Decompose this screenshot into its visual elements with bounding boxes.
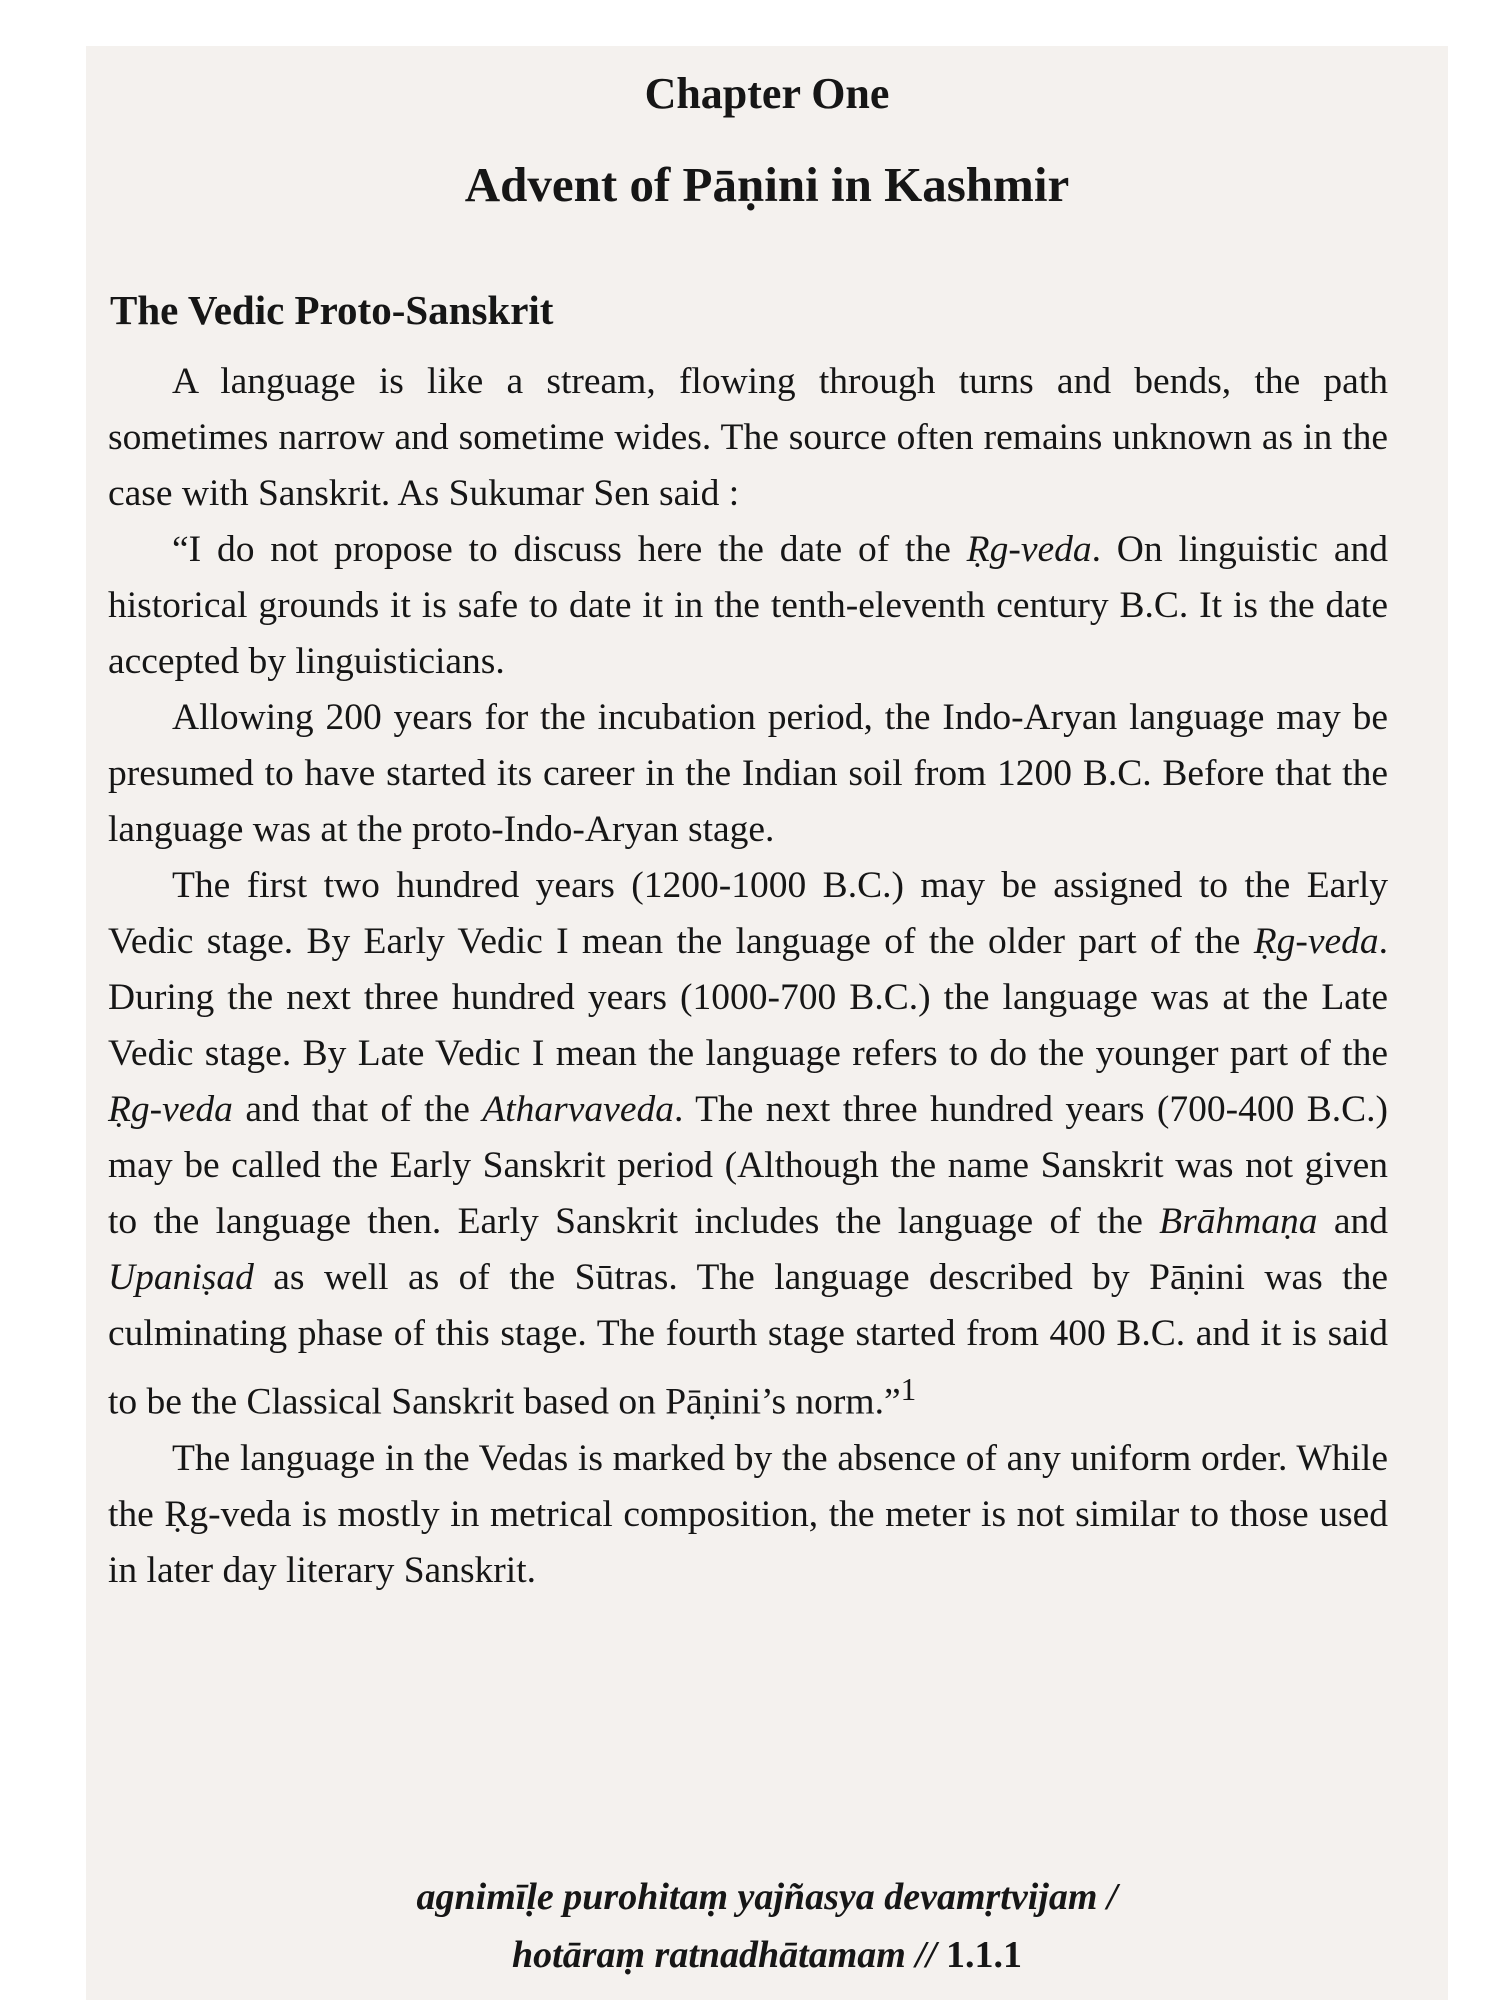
paragraph-quote-start (108, 522, 1388, 690)
italic-term: Ṛg-veda (108, 1089, 233, 1130)
section-heading: The Vedic Proto-Sanskrit (110, 287, 554, 333)
text-run: . The next three hundred years (700-400 B.C.) may be called the Early Sanskrit period (Although the name Sanskrit was not given to the language then. Early Sanskrit includes the language of the (108, 1089, 1388, 1242)
footnote-marker: 1 (900, 1372, 917, 1407)
text-run: . On linguistic and historical grounds it is safe to date it in the tenth-eleventh century B.C. It is the date accepted by linguisticians. (108, 529, 1389, 682)
text-run: and (1317, 1201, 1388, 1242)
text-run: and that of the (232, 1089, 483, 1130)
verse-reference: 1.1.1 (945, 1934, 1022, 1976)
text-run: “I do not propose to discuss here the date of the (172, 529, 967, 570)
verse-quote (86, 1868, 1448, 1984)
paragraph-vedas-order: The language in the Vedas is marked by the absence of any uniform order. While the Ṛg-veda is mostly in metrical composition, the meter is not similar to those used in later day literary Sanskrit. (108, 1437, 1388, 1591)
italic-term: Ṛg-veda (1253, 921, 1379, 962)
paragraph-intro: A language is like a stream, flowing through turns and bends, the path sometimes narrow and sometime wides. The source often remains unknown as in the case with Sanskrit. As Sukumar Sen said : (108, 361, 1388, 514)
verse-line-2-text: hotāraṃ ratnadhātamam // (512, 1934, 937, 1976)
italic-term: Ṛg-veda (966, 529, 1092, 570)
italic-term: Atharvaveda (482, 1089, 674, 1130)
verse-line-1: agnimīḷe purohitaṃ yajñasya devamṛtvijam / (416, 1876, 1118, 1918)
chapter-label: Chapter One (644, 69, 890, 118)
italic-term: Brāhmaṇa (1159, 1201, 1318, 1242)
paragraph-incubation: Allowing 200 years for the incubation period, the Indo-Aryan language may be presumed to have started its career in the Indian soil from 1200 B.C. Before that the language was at the proto-Indo-Aryan stage. (108, 697, 1388, 850)
text-run: . During the next three hundred years (1000-700 B.C.) the language was at the Late Vedic stage. By Late Vedic I mean the language refers to do the younger part of the (108, 921, 1388, 1074)
italic-term: Upaniṣad (108, 1257, 254, 1298)
verse-line-2 (86, 1926, 1448, 1984)
chapter-title: Advent of Pāṇini in Kashmir (464, 157, 1070, 212)
paragraph-stages (108, 858, 1388, 1431)
text-run: The first two hundred years (1200-1000 B.C.) may be assigned to the Early Vedic stage. By Early Vedic I mean the language of the older part of the (108, 865, 1388, 962)
body-text (108, 354, 1388, 1599)
book-page (86, 46, 1448, 2000)
text-run: as well as of the Sūtras. The language described by Pāṇini was the culminating phase of this stage. The fourth stage started from 400 B.C. and it is said to be the Classical Sanskrit based on Pāṇini’s norm.” (108, 1257, 1388, 1423)
